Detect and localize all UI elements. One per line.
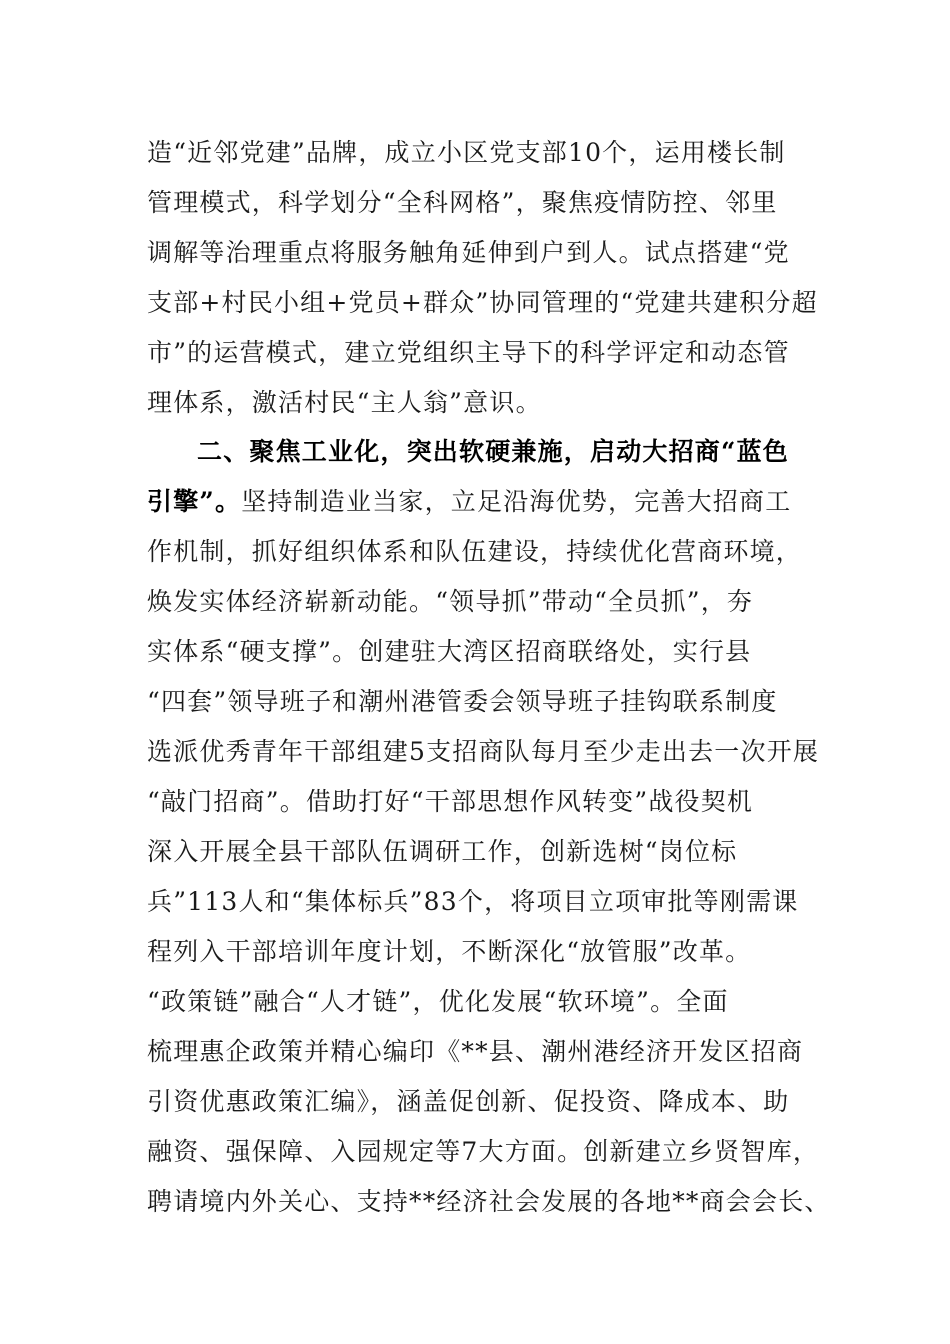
text-line: “敲门招商”。借助打好“干部思想作风转变”战役契机 [147,787,754,816]
text-line: 调解等治理重点将服务触角延伸到户到人。试点搭建“党 [147,238,790,267]
text-line: 造“近邻党建”品牌，成立小区党支部10个，运用楼长制 [147,138,786,167]
text-line: 融资、强保障、入园规定等7大方面。创新建立乡贤智库， [147,1137,820,1166]
text-line: 深入开展全县干部队伍调研工作，创新选树“岗位标 [147,837,738,866]
text-line: 兵”113人和“集体标兵”83个，将项目立项审批等刚需课 [147,887,799,916]
text-line: “四套”领导班子和潮州港管委会领导班子挂钩联系制度 [147,687,778,716]
text-line: 程列入干部培训年度计划，不断深化“放管服”改革。 [147,937,752,966]
text-line: 引资优惠政策汇编》，涵盖促创新、促投资、降成本、助 [147,1087,790,1116]
text-line: 管理模式，科学划分“全科网格”，聚焦疫情防控、邻里 [147,188,778,217]
text-line: 实体系“硬支撑”。创建驻大湾区招商联络处，实行县 [147,637,752,666]
text-line: “政策链”融合“人才链”，优化发展“软环境”。全面 [147,987,729,1016]
text-line: 梳理惠企政策并精心编印《**县、潮州港经济开发区招商 [147,1037,804,1066]
text-line: 支部+村民小组+党员+群众”协同管理的“党建共建积分超 [147,288,818,317]
text-line: 聘请境内外关心、支持**经济社会发展的各地**商会会长、 [147,1187,831,1216]
text-line: 理体系，激活村民“主人翁”意识。 [147,388,542,417]
section-heading-end: 引擎”。 [147,487,242,516]
text-run: 坚持制造业当家，立足沿海优势，完善大招商工 [241,487,792,516]
text-line: 市”的运营模式，建立党组织主导下的科学评定和动态管 [147,338,790,367]
text-line-mixed [147,477,827,527]
section-heading: 二、聚焦工业化，突出软硬兼施，启动大招商“蓝色 [197,437,789,466]
text-line: 焕发实体经济崭新动能。“领导抓”带动“全员抓”，夯 [147,587,754,616]
text-line: 选派优秀青年干部组建5支招商队每月至少走出去一次开展 [147,737,820,766]
text-line: 作机制，抓好组织体系和队伍建设，持续优化营商环境， [147,537,803,566]
